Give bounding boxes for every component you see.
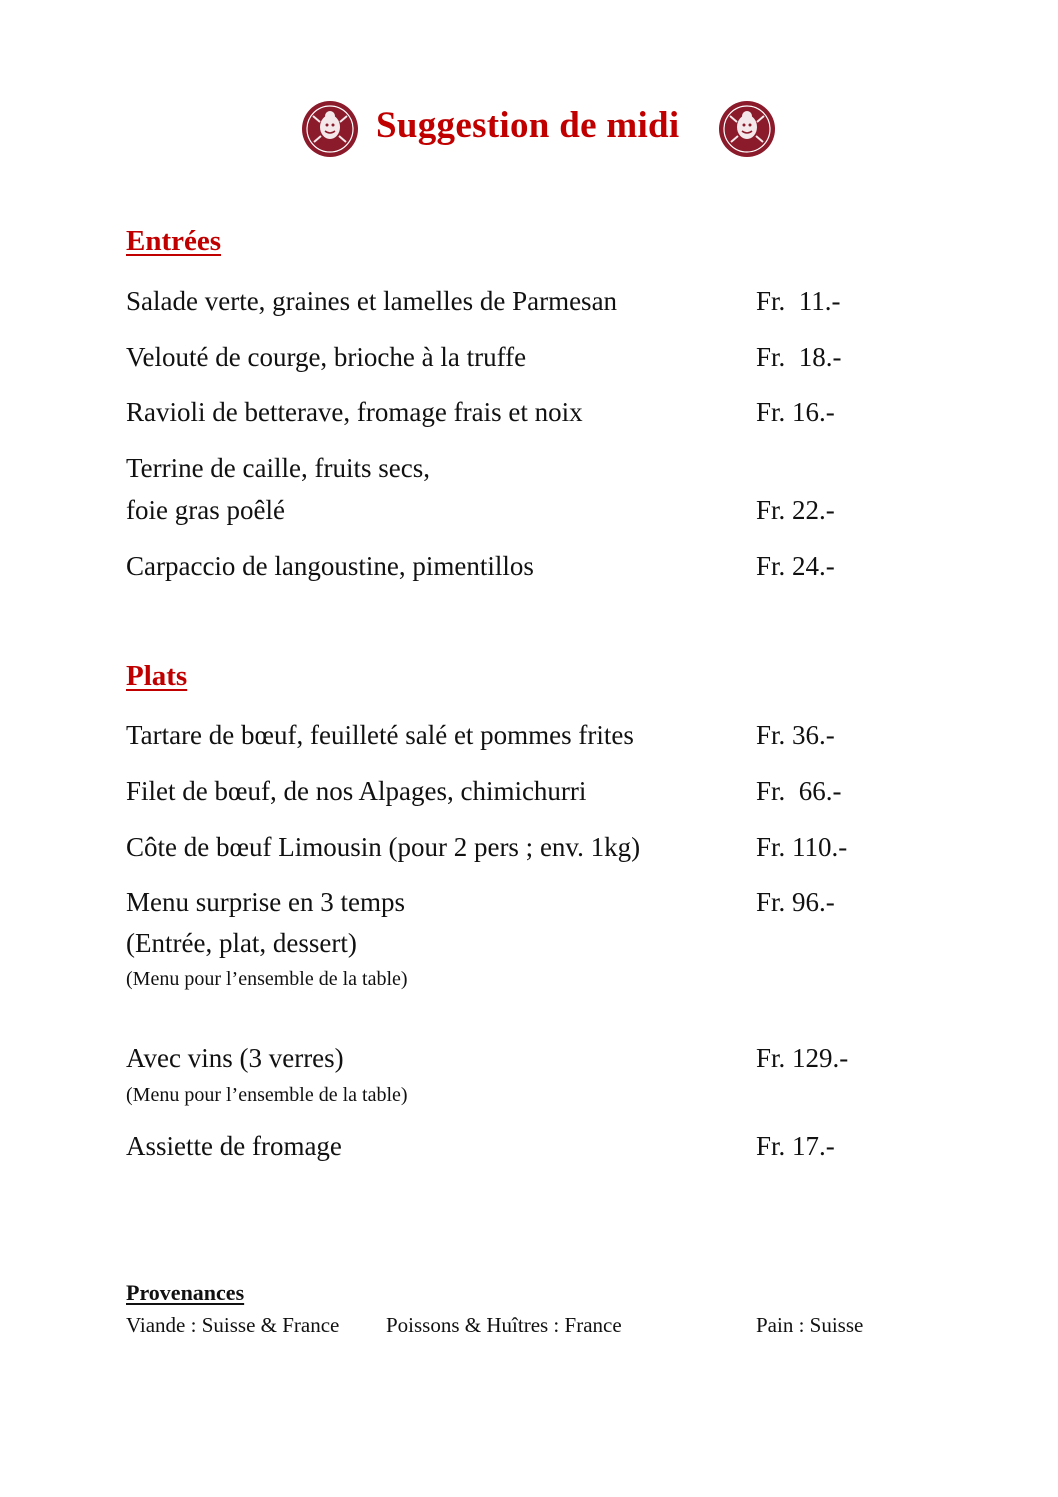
- menu-item-price: Fr. 11.-: [756, 286, 841, 316]
- menu-item-note: (Menu pour l’ensemble de la table): [126, 1084, 408, 1106]
- menu-item: Carpaccio de langoustine, pimentillos: [126, 551, 534, 581]
- provenance-viande: Viande : Suisse & France: [126, 1313, 340, 1337]
- menu-item-price: Fr. 66.-: [756, 776, 842, 806]
- menu-item-price: Fr. 16.-: [756, 397, 835, 427]
- menu-item-price: Fr. 96.-: [756, 887, 835, 917]
- menu-item: Salade verte, graines et lamelles de Parmesan: [126, 286, 618, 316]
- section-title-entrees: Entrées: [126, 225, 222, 257]
- menu-item: Tartare de bœuf, feuilleté salé et pommes frites: [126, 720, 634, 750]
- emblem-icon: [301, 100, 359, 158]
- menu-item-line2: foie gras poêlé: [126, 495, 285, 525]
- emblem-icon: [718, 100, 776, 158]
- page-header: [0, 100, 1058, 162]
- menu-item: Côte de bœuf Limousin (pour 2 pers ; env. 1kg): [126, 832, 641, 862]
- menu-item-price: Fr. 110.-: [756, 832, 848, 862]
- menu-item-line1: Terrine de caille, fruits secs,: [126, 453, 430, 483]
- provenances-title: Provenances: [126, 1280, 245, 1305]
- menu-item: Ravioli de betterave, fromage frais et noix: [126, 397, 583, 427]
- menu-item: Menu surprise en 3 temps: [126, 887, 405, 917]
- menu-item-price: Fr. 18.-: [756, 342, 842, 372]
- menu-item: Avec vins (3 verres): [126, 1043, 344, 1073]
- provenance-poissons: Poissons & Huîtres : France: [386, 1313, 622, 1337]
- menu-item-price: Fr. 22.-: [756, 495, 835, 525]
- menu-item: Filet de bœuf, de nos Alpages, chimichurri: [126, 776, 587, 806]
- menu-item-price: Fr. 24.-: [756, 551, 835, 581]
- section-title-plats: Plats: [126, 660, 188, 692]
- menu-item-subtitle: (Entrée, plat, dessert): [126, 928, 357, 958]
- menu-item: Velouté de courge, brioche à la truffe: [126, 342, 527, 372]
- menu-item-note: (Menu pour l’ensemble de la table): [126, 968, 408, 990]
- menu-item-price: Fr. 129.-: [756, 1043, 849, 1073]
- page-title: Suggestion de midi: [376, 105, 680, 146]
- menu-item-price: Fr. 36.-: [756, 720, 835, 750]
- provenance-pain: Pain : Suisse: [756, 1313, 864, 1337]
- menu-item-price: Fr. 17.-: [756, 1131, 835, 1161]
- menu-item: Assiette de fromage: [126, 1131, 342, 1161]
